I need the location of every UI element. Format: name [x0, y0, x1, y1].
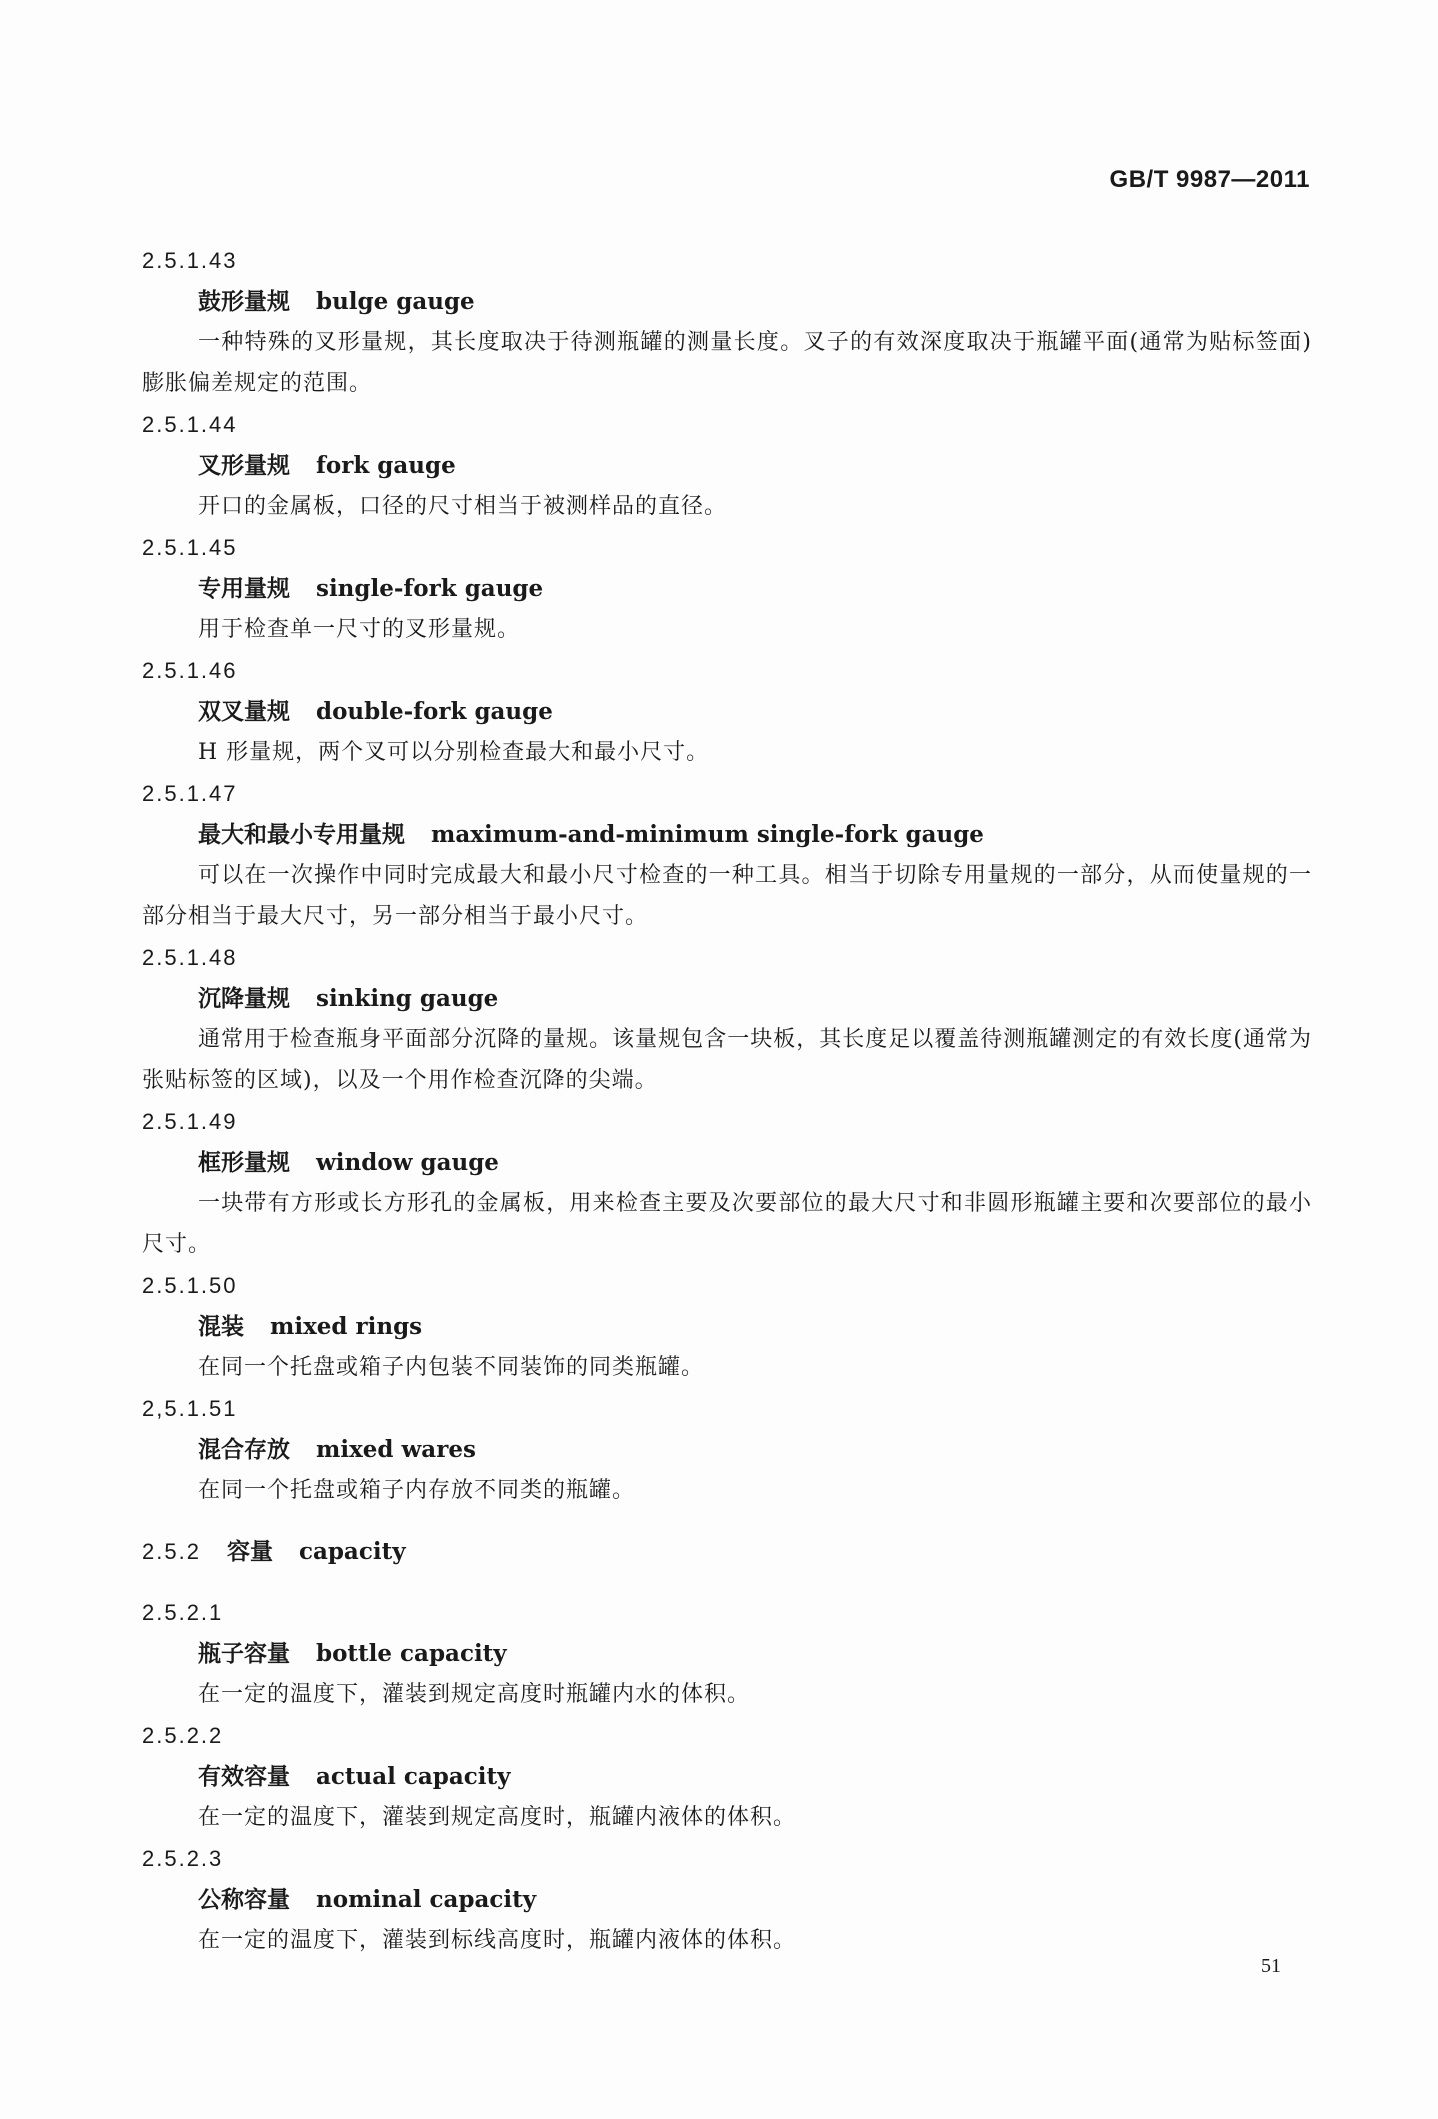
clause-2-5-1-48	[142, 937, 1312, 1101]
term-en: maximum-and-minimum single-fork gauge	[431, 821, 984, 848]
term-definition: 在一定的温度下，灌装到规定高度时，瓶罐内液体的体积。	[198, 1805, 797, 1830]
term-heading	[198, 1306, 1312, 1347]
clause-2-5-2-2	[142, 1715, 1312, 1838]
term-en: bottle capacity	[316, 1640, 507, 1667]
clause-2-5-1-45	[142, 527, 1312, 650]
term-definition: 在一定的温度下，灌装到规定高度时瓶罐内水的体积。	[198, 1682, 751, 1707]
clause-2-5-2-3	[142, 1838, 1312, 1961]
term-zh: 瓶子容量	[198, 1640, 290, 1667]
term-heading	[198, 568, 1312, 609]
term-heading	[198, 814, 1312, 855]
term-heading	[198, 1633, 1312, 1674]
term-definition: 可以在一次操作中同时完成最大和最小尺寸检查的一种工具。相当于切除专用量规的一部分，从而使量规的一部分相当于最大尺寸，另一部分相当于最小尺寸。	[142, 863, 1312, 929]
clause-2-5-1-47	[142, 773, 1312, 937]
term-zh: 最大和最小专用量规	[198, 821, 405, 848]
term-en: mixed rings	[270, 1313, 423, 1340]
term-zh: 框形量规	[198, 1149, 290, 1176]
capacity-clauses	[142, 1592, 1312, 1961]
term-zh: 混装	[198, 1313, 244, 1340]
term-heading	[198, 281, 1312, 322]
term-heading	[198, 1142, 1312, 1183]
term-zh: 双叉量规	[198, 698, 290, 725]
clause-2-5-1-46	[142, 650, 1312, 773]
clause-number: 2.5.1.46	[142, 658, 238, 683]
term-heading	[198, 1879, 1312, 1920]
page-number: 51	[1261, 1955, 1281, 1977]
section-number: 2.5.2	[142, 1539, 201, 1564]
clause-number: 2.5.1.44	[142, 412, 238, 437]
clause-number: 2.5.1.49	[142, 1109, 238, 1134]
clause-number: 2.5.1.50	[142, 1273, 238, 1298]
term-heading	[198, 1429, 1312, 1470]
term-en: fork gauge	[316, 452, 456, 479]
term-zh: 叉形量规	[198, 452, 290, 479]
clause-number: 2.5.2.3	[142, 1846, 224, 1871]
term-definition: H 形量规，两个叉可以分别检查最大和最小尺寸。	[198, 740, 710, 765]
term-zh: 专用量规	[198, 575, 290, 602]
term-en: nominal capacity	[316, 1886, 537, 1913]
term-en: window gauge	[316, 1149, 499, 1176]
clause-2-5-1-51	[142, 1388, 1312, 1511]
clause-2-5-1-50	[142, 1265, 1312, 1388]
clause-number: 2.5.2.2	[142, 1723, 224, 1748]
term-definition: 通常用于检查瓶身平面部分沉降的量规。该量规包含一块板，其长度足以覆盖待测瓶罐测定的有效长度(通常为张贴标签的区域)，以及一个用作检查沉降的尖端。	[142, 1027, 1312, 1093]
term-zh: 沉降量规	[198, 985, 290, 1012]
term-en: mixed wares	[316, 1436, 476, 1463]
clause-number: 2.5.2.1	[142, 1600, 224, 1625]
term-zh: 混合存放	[198, 1436, 290, 1463]
term-en: sinking gauge	[316, 985, 499, 1012]
section-heading-capacity	[142, 1521, 1312, 1582]
term-zh: 有效容量	[198, 1763, 290, 1790]
term-definition: 在一定的温度下，灌装到标线高度时，瓶罐内液体的体积。	[198, 1928, 797, 1953]
term-definition: 一块带有方形或长方形孔的金属板，用来检查主要及次要部位的最大尺寸和非圆形瓶罐主要和次要部位的最小尺寸。	[142, 1191, 1312, 1257]
term-definition: 在同一个托盘或箱子内包装不同装饰的同类瓶罐。	[198, 1355, 705, 1380]
term-definition: 开口的金属板，口径的尺寸相当于被测样品的直径。	[198, 494, 728, 519]
clause-number: 2.5.1.47	[142, 781, 238, 806]
term-zh: 公称容量	[198, 1886, 290, 1913]
clause-number: 2.5.1.45	[142, 535, 238, 560]
section-title-zh: 容量	[226, 1538, 273, 1565]
term-heading	[198, 445, 1312, 486]
document-body	[142, 240, 1312, 1961]
term-heading	[198, 691, 1312, 732]
term-heading	[198, 1756, 1312, 1797]
standard-code: GB/T 9987—2011	[1109, 166, 1310, 193]
term-definition: 一种特殊的叉形量规，其长度取决于待测瓶罐的测量长度。叉子的有效深度取决于瓶罐平面(通常为贴标签面)膨胀偏差规定的范围。	[142, 330, 1312, 396]
clause-2-5-2-1	[142, 1592, 1312, 1715]
term-en: actual capacity	[316, 1763, 511, 1790]
section-title-en: capacity	[298, 1538, 406, 1565]
clause-number: 2,5.1.51	[142, 1396, 238, 1421]
term-zh: 鼓形量规	[198, 288, 290, 315]
clause-2-5-1-43	[142, 240, 1312, 404]
term-definition: 用于检查单一尺寸的叉形量规。	[198, 617, 521, 642]
clause-number: 2.5.1.48	[142, 945, 238, 970]
clause-number: 2.5.1.43	[142, 248, 238, 273]
term-en: bulge gauge	[316, 288, 475, 315]
term-heading	[198, 978, 1312, 1019]
clause-2-5-1-44	[142, 404, 1312, 527]
clause-2-5-1-49	[142, 1101, 1312, 1265]
term-en: single-fork gauge	[316, 575, 544, 602]
term-en: double-fork gauge	[316, 698, 553, 725]
term-definition: 在同一个托盘或箱子内存放不同类的瓶罐。	[198, 1478, 636, 1503]
